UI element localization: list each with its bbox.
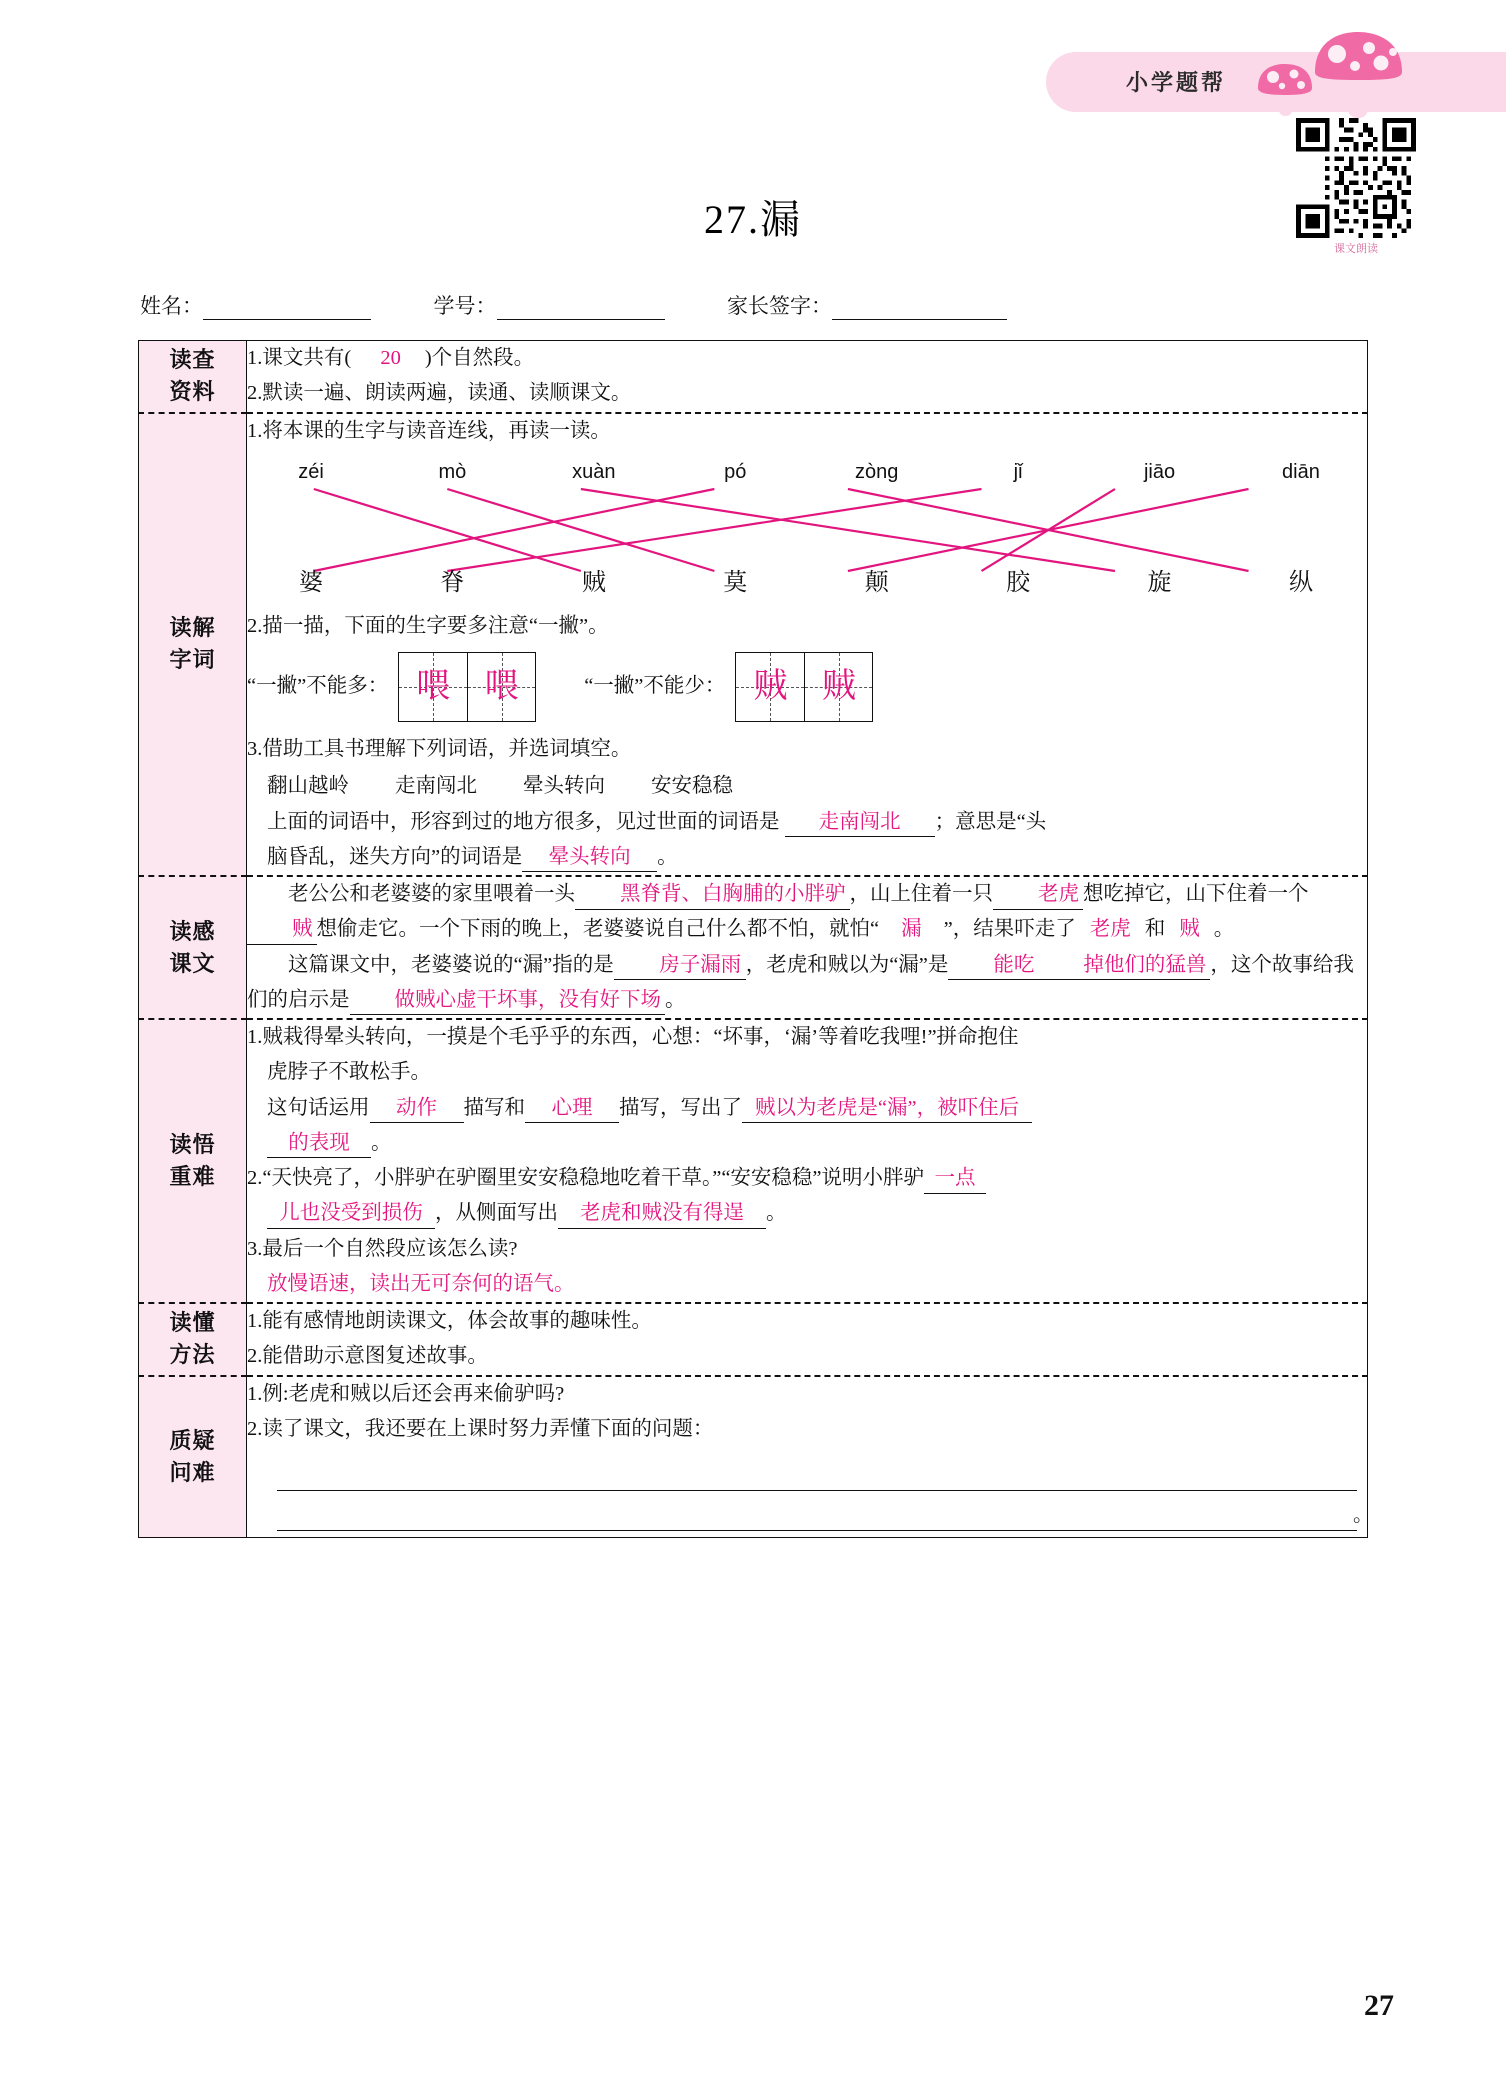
mushroom-large-icon bbox=[1311, 30, 1406, 120]
pinyin-matching-exercise[interactable] bbox=[247, 455, 1367, 605]
hanzi-row bbox=[265, 563, 1347, 604]
pinyin-6[interactable]: jiāo bbox=[1143, 460, 1176, 483]
q3-answer-2[interactable]: 晕头转向 bbox=[522, 845, 657, 873]
tracing-grid-right[interactable] bbox=[735, 652, 873, 722]
hanzi-5[interactable]: 胶 bbox=[1006, 570, 1031, 597]
word-bank-item[interactable]: 翻山越岭 bbox=[267, 775, 349, 798]
parent-signature-field[interactable] bbox=[727, 290, 1007, 320]
qr-code-icon[interactable] bbox=[1296, 118, 1416, 238]
brand-label: 小学题帮 bbox=[1125, 70, 1226, 95]
section-row-readcomprehend bbox=[139, 1019, 1368, 1303]
student-id-label: 学号： bbox=[433, 294, 497, 318]
qr-caption: 课文朗读 bbox=[1334, 243, 1378, 255]
comprehend-q2: 2.“天快亮了，小胖驴在驴圈里安安稳稳地吃着干草。”“安安稳稳”说明小胖驴 一点 儿也没受到损伤 ，从侧面写出 老虎和贼没有得逞 。 bbox=[247, 1161, 1367, 1232]
readfeel-answer-1[interactable]: 黑脊背、白胸脯的小胖驴 bbox=[575, 882, 850, 910]
readfeel-answer-2[interactable]: 老虎 bbox=[993, 882, 1083, 910]
hanzi-0[interactable]: 婆 bbox=[299, 570, 323, 597]
student-id-input[interactable] bbox=[497, 319, 665, 320]
readmethod-item-2: 2.能借助示意图复述故事。 bbox=[247, 1345, 488, 1368]
word-bank-item[interactable]: 晕头转向 bbox=[523, 775, 605, 798]
name-input[interactable] bbox=[203, 319, 371, 320]
word-bank bbox=[247, 769, 1367, 804]
tracing-cell[interactable]: 喂 bbox=[467, 653, 535, 721]
tracing-grid-left[interactable] bbox=[398, 652, 536, 722]
comprehend-answer-2[interactable]: 心理 bbox=[525, 1096, 619, 1124]
readmethod-item-1: 1.能有感情地朗读课文，体会故事的趣味性。 bbox=[247, 1310, 652, 1332]
section-label-readfeel: 读感 课文 bbox=[139, 876, 247, 1019]
question-item-2: 2.读了课文，我还要在上课时努力弄懂下面的问题： bbox=[247, 1417, 714, 1440]
pinyin-4[interactable]: zòng bbox=[855, 460, 899, 483]
tracing-cell[interactable]: 贼 bbox=[804, 653, 872, 721]
readcheck-item-2: 2.默读一遍、朗读两遍，读通、读顺课文。 bbox=[247, 382, 632, 405]
hanzi-7[interactable]: 纵 bbox=[1288, 570, 1313, 597]
comprehend-answer-6[interactable]: 老虎和贼没有得逞 bbox=[558, 1201, 766, 1229]
hanzi-4[interactable]: 颠 bbox=[864, 570, 889, 597]
readfeel-answer-8a[interactable]: 能吃 bbox=[948, 953, 1038, 981]
parent-signature-input[interactable] bbox=[832, 319, 1007, 320]
section-row-readmethod bbox=[139, 1303, 1368, 1376]
readfeel-answer-4[interactable]: 漏 bbox=[901, 918, 922, 941]
hanzi-6[interactable]: 旋 bbox=[1147, 570, 1172, 597]
readcheck-item-1: 1.课文共有( 20 )个自然段。 bbox=[247, 347, 535, 369]
page-title: 27.漏 bbox=[704, 197, 802, 242]
section-label-readcomprehend: 读悟 重难 bbox=[139, 1019, 247, 1303]
pinyin-7[interactable]: diān bbox=[1282, 460, 1320, 483]
writing-line[interactable] bbox=[277, 1451, 1357, 1491]
section-label-question: 质疑 问难 bbox=[139, 1376, 247, 1538]
section-label-readmethod: 读懂 方法 bbox=[139, 1303, 247, 1376]
comprehend-q3-prompt: 3.最后一个自然段应该怎么读? bbox=[247, 1237, 518, 1260]
section-label-readcheck: 读查 资料 bbox=[139, 341, 247, 413]
readfeel-answer-3[interactable]: 贼 bbox=[247, 917, 317, 945]
worksheet-table bbox=[138, 340, 1373, 1538]
hanzi-2[interactable]: 贼 bbox=[581, 570, 606, 597]
pinyin-2[interactable]: xuàn bbox=[572, 460, 616, 483]
readwords-q3-prompt: 3.借助工具书理解下列词语，并选词填空。 bbox=[247, 738, 632, 760]
student-info-row bbox=[140, 290, 1320, 320]
readfeel-answer-5[interactable]: 老虎 bbox=[1089, 918, 1131, 941]
trace-right-label: “一撇”不能少： bbox=[584, 675, 726, 698]
paragraph-count-answer[interactable]: 20 bbox=[380, 347, 401, 369]
word-bank-item[interactable]: 走南闯北 bbox=[395, 775, 477, 798]
qr-code-block[interactable] bbox=[1296, 118, 1416, 256]
student-id-field[interactable] bbox=[434, 290, 665, 320]
comprehend-q1-line1: 1.贼栽得晕头转向，一摸是个毛乎乎的东西，心想：“坏事，‘漏’等着吃我哩!”拼命抱住 bbox=[247, 1026, 1019, 1048]
comprehend-answer-1[interactable]: 动作 bbox=[370, 1096, 464, 1124]
comprehend-answer-5a[interactable]: 一点 bbox=[924, 1166, 986, 1194]
section-body-readfeel bbox=[247, 876, 1368, 1019]
readwords-q3-fill: 上面的词语中，形容到过的地方很多，见过世面的词语是 走南闯北 ；意思是“头 脑昏乱，迷失方向”的词语是 晕头转向 。 bbox=[247, 805, 1367, 876]
comprehend-answer-7[interactable]: 放慢语速，读出无可奈何的语气。 bbox=[267, 1272, 575, 1295]
pinyin-3[interactable]: pó bbox=[724, 460, 747, 483]
readwords-q1-prompt: 1.将本课的生字与读音连线，再读一读。 bbox=[247, 419, 611, 442]
section-body-readwords bbox=[247, 413, 1368, 877]
mushroom-small-icon bbox=[1256, 62, 1314, 117]
section-body-readcomprehend bbox=[247, 1019, 1368, 1303]
pinyin-5[interactable]: jǐ bbox=[1013, 460, 1023, 483]
comprehend-q1-line2: 虎脖子不敢松手。 bbox=[267, 1061, 431, 1084]
section-row-readfeel bbox=[139, 876, 1368, 1019]
answer-writing-area[interactable] bbox=[247, 1447, 1373, 1537]
name-label: 姓名： bbox=[140, 294, 203, 318]
parent-signature-label: 家长签字： bbox=[727, 294, 832, 318]
tracing-cell[interactable]: 贼 bbox=[736, 653, 804, 721]
tracing-exercise-row bbox=[247, 652, 1367, 722]
readfeel-answer-6[interactable]: 贼 bbox=[1179, 918, 1200, 941]
trace-left-label: “一撇”不能多： bbox=[247, 675, 389, 698]
section-body-question bbox=[247, 1376, 1373, 1538]
pinyin-1[interactable]: mò bbox=[438, 460, 467, 483]
writing-line[interactable] bbox=[277, 1491, 1373, 1531]
comprehend-answer-4[interactable]: 的表现 bbox=[267, 1131, 371, 1159]
q3-answer-1[interactable]: 走南闯北 bbox=[785, 810, 935, 838]
section-body-readcheck bbox=[247, 341, 1368, 413]
word-bank-item[interactable]: 安安稳稳 bbox=[651, 775, 733, 798]
section-row-question bbox=[139, 1376, 1368, 1538]
name-field[interactable] bbox=[140, 290, 371, 320]
hanzi-3[interactable]: 莫 bbox=[723, 570, 748, 597]
section-row-readwords bbox=[139, 413, 1368, 877]
question-item-1: 1.例:老虎和贼以后还会再来偷驴吗? bbox=[247, 1382, 565, 1405]
section-label-readwords: 读解 字词 bbox=[139, 413, 247, 877]
page-number: 27 bbox=[1364, 1989, 1394, 2022]
readfeel-answer-8b[interactable]: 掉他们的猛兽 bbox=[1038, 953, 1210, 981]
readfeel-answer-7[interactable]: 房子漏雨 bbox=[614, 953, 746, 981]
tracing-cell[interactable]: 喂 bbox=[399, 653, 467, 721]
section-row-readcheck bbox=[139, 341, 1368, 413]
comprehend-answer-3[interactable]: 贼以为老虎是“漏”，被吓住后 bbox=[742, 1096, 1032, 1124]
readwords-q2-prompt: 2.描一描，下面的生字要多注意“一撇”。 bbox=[247, 614, 609, 637]
readfeel-answer-9[interactable]: 做贼心虚干坏事，没有好下场 bbox=[350, 988, 666, 1016]
comprehend-q1-fill: 这句话运用 动作 描写和 心理 描写，写出了 贼以为老虎是“漏”，被吓住后 的表现 。 bbox=[247, 1091, 1367, 1162]
hanzi-1[interactable]: 脊 bbox=[440, 570, 465, 597]
pinyin-0[interactable]: zéi bbox=[298, 460, 324, 483]
end-period: 。 bbox=[1353, 1503, 1373, 1526]
readfeel-paragraph-1: 老公公和老婆婆的家里喂着一头 黑脊背、白胸脯的小胖驴 ，山上住着一只 老虎 想吃掉它，山下住着一个贼 想偷走它。一个下雨的晚上，老婆婆说自己什么都不怕，就怕“ 漏 ”，结果吓走了 老虎 和 贼 。 bbox=[247, 877, 1367, 948]
comprehend-answer-5b[interactable]: 儿也没受到损伤 bbox=[267, 1201, 435, 1229]
readfeel-paragraph-2: 这篇课文中，老婆婆说的“漏”指的是 房子漏雨 ，老虎和贼以为“漏”是 能吃 掉他们的猛兽 ，这个故事给我们的启示是 做贼心虚干坏事，没有好下场 。 bbox=[247, 948, 1367, 1019]
section-body-readmethod bbox=[247, 1303, 1368, 1376]
